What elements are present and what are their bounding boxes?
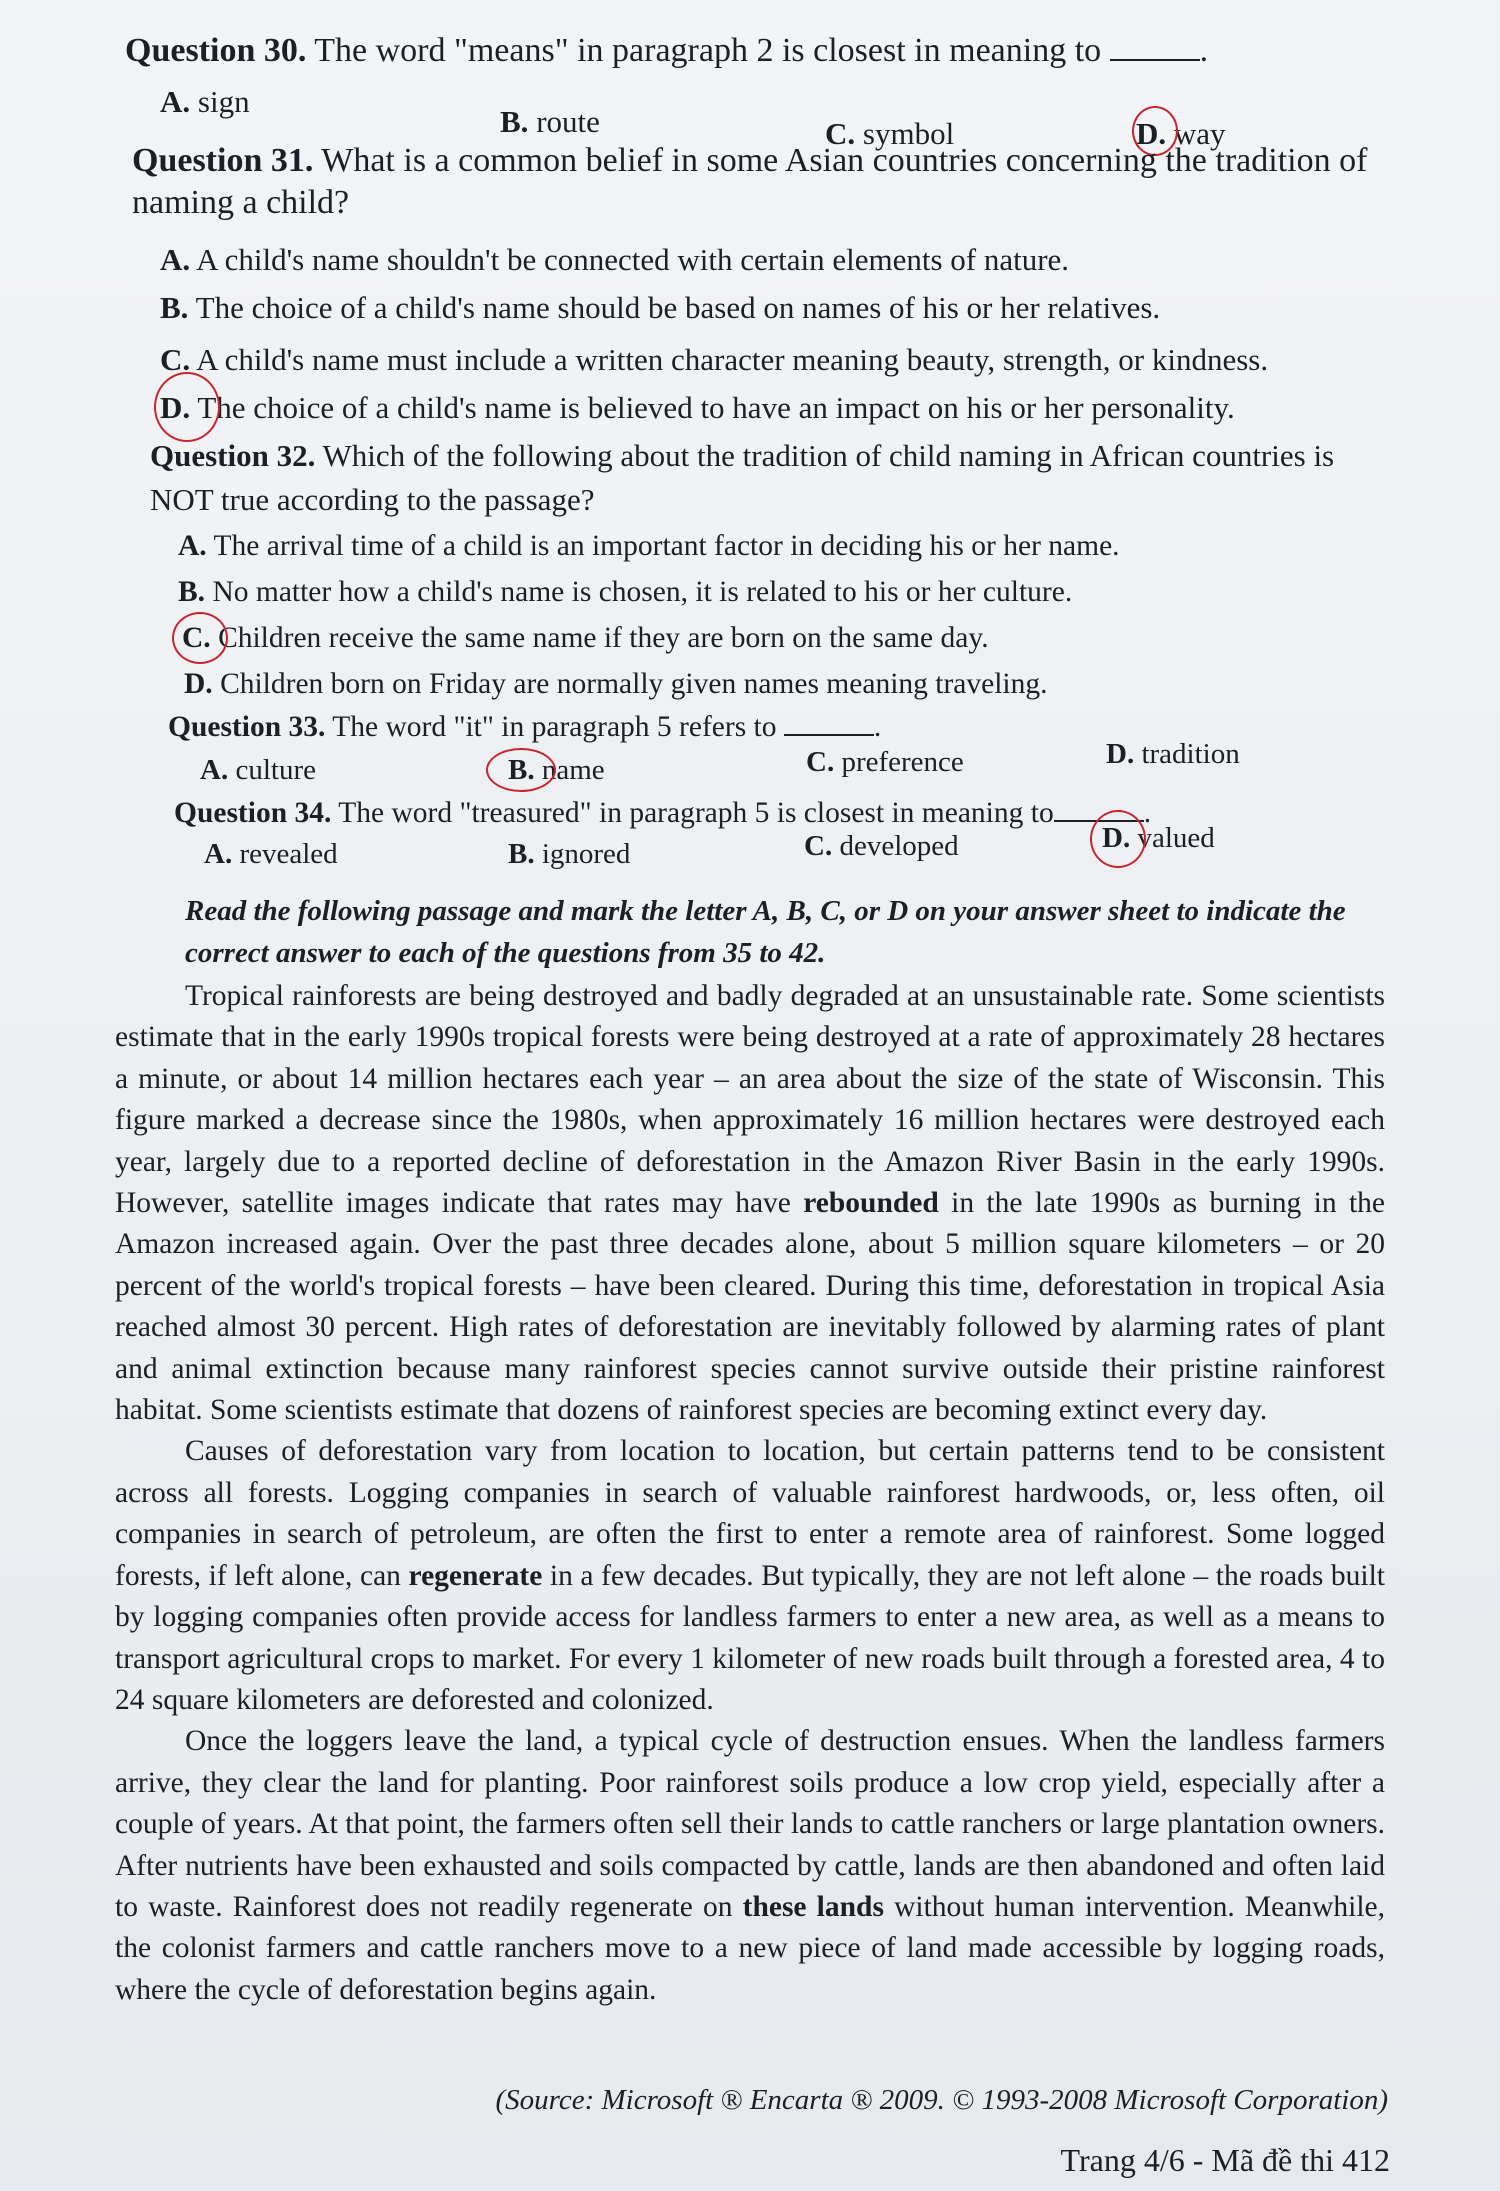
option-34-a[interactable] — [204, 834, 338, 874]
option-letter: A. — [160, 242, 191, 277]
question-label: Question 31. — [132, 142, 314, 179]
paragraph-text: Once the loggers leave the land, a typical cycle of destruction ensues. When the landless farmers arrive, they clear the land for planting. Poor rainforest soils produce a low crop yield, especially after a couple of years. At that point, the farmers often sell their lands to cattle ranchers or large plantation owners. After nutrients have been exhausted and soils compacted by cattle, lands are then abandoned and often laid to waste. Rainforest does not readily regenerate on — [115, 1725, 1385, 1923]
option-letter: C. — [182, 622, 211, 654]
question-end: . — [873, 711, 882, 743]
option-30-b[interactable] — [500, 102, 600, 142]
source-citation: (Source: Microsoft ® Encarta ® 2009. © 1993-2008 Microsoft Corporation) — [495, 2084, 1388, 2116]
question-label: Question 34. — [174, 797, 332, 829]
option-letter: D. — [1106, 738, 1135, 770]
option-text: The arrival time of a child is an important factor in deciding his or her name. — [206, 530, 1120, 562]
option-33-c[interactable] — [806, 742, 964, 782]
bold-word: rebounded — [803, 1187, 939, 1220]
option-text: Children receive the same name if they are born on the same day. — [210, 622, 989, 654]
question-32 — [150, 434, 1400, 522]
option-letter: A. — [178, 530, 207, 562]
option-34-b[interactable] — [508, 834, 630, 874]
question-end: . — [1199, 32, 1209, 69]
question-label: Question 33. — [168, 711, 326, 743]
option-32-c[interactable] — [182, 618, 989, 658]
option-text: A child's name must include a written character meaning beauty, strength, or kindness. — [190, 342, 1269, 377]
question-label: Question 32. — [150, 438, 316, 473]
option-text: Children born on Friday are normally given names meaning traveling. — [212, 668, 1048, 700]
option-letter: B. — [500, 104, 529, 139]
option-letter: A. — [160, 84, 191, 119]
paragraph-2 — [115, 1431, 1385, 1721]
option-31-b[interactable] — [160, 288, 1160, 328]
option-text: way — [1166, 116, 1226, 151]
option-30-a[interactable] — [160, 82, 250, 122]
option-text: symbol — [855, 116, 955, 151]
question-text: Which of the following about the tradition of child naming in African countries is NOT true according to the passage? — [150, 438, 1335, 517]
answer-blank — [1110, 33, 1200, 61]
option-text: valued — [1130, 822, 1215, 854]
option-text: culture — [228, 754, 316, 786]
page-footer: Trang 4/6 - Mã đề thi 412 — [1060, 2142, 1390, 2178]
question-34 — [174, 792, 1151, 834]
option-letter: C. — [825, 116, 856, 151]
option-letter: A. — [204, 838, 233, 870]
question-33 — [168, 706, 881, 748]
answer-circle-32 — [172, 612, 228, 664]
option-letter: C. — [804, 830, 833, 862]
option-text: name — [534, 754, 605, 786]
option-text: tradition — [1134, 738, 1240, 770]
option-letter: C. — [806, 746, 835, 778]
option-letter: B. — [178, 576, 206, 608]
paragraph-text: Causes of deforestation vary from location to location, but certain patterns tend to be consistent across all forests. Logging companies in search of valuable rainforest hardwoods, or, less often, oil companies in search of petroleum, are often the first to enter a remote area of rainforest. Some logged forests, if left alone, can — [115, 1435, 1385, 1592]
answer-circle-33 — [486, 748, 556, 792]
option-text: The choice of a child's name should be based on names of his or her relatives. — [188, 290, 1161, 325]
paragraph-text: without human intervention. Meanwhile, the colonist farmers and cattle ranchers move to a new piece of land made accessible by logging roads, where the cycle of deforestation begins again. — [115, 1890, 1385, 2006]
answer-blank — [784, 708, 874, 736]
paragraph-text: in a few decades. But typically, they are not left alone – the roads built by logging companies often provide access for landless farmers to enter a new area, as well as a means to transport agricultural crops to market. For every 1 kilometer of new roads built through a forested area, 4 to 24 square kilometers are deforested and colonized. — [115, 1559, 1385, 1716]
option-letter: A. — [200, 754, 229, 786]
paragraph-text: Tropical rainforests are being destroyed and badly degraded at an unsustainable rate. Some scientists estimate that in the early 1990s tropical forests were being destroyed at a rate of approximately 28 hectares a minute, or about 14 million hectares each year – an area about the size of the state of Wisconsin. This figure marked a decrease since the 1980s, when approximately 16 million hectares were destroyed each year, largely due to a reported decline of deforestation in the Amazon River Basin in the early 1990s. However, satellite images indicate that rates may have — [115, 980, 1385, 1220]
option-letter: D. — [1136, 116, 1167, 151]
answer-circle-31 — [154, 372, 220, 442]
option-text: revealed — [232, 838, 338, 870]
option-letter: C. — [160, 342, 191, 377]
option-letter: D. — [160, 390, 191, 425]
paragraph-text: in the late 1990s as burning in the Amazon increased again. Over the past three decades alone, about 5 million square kilometers – or 20 percent of the world's tropical forests – have been cleared. During this time, deforestation in tropical Asia reached almost 30 percent. High rates of deforestation are inevitably followed by alarming rates of plant and animal extinction because many rainforest species cannot survive outside their pristine rainforest habitat. Some scientists estimate that dozens of rainforest species are becoming extinct every day. — [115, 1187, 1385, 1427]
answer-circle-34 — [1090, 810, 1146, 868]
question-text: The word "treasured" in paragraph 5 is closest in meaning to — [331, 797, 1054, 829]
option-letter: B. — [508, 754, 535, 786]
reading-instruction: Read the following passage and mark the letter A, B, C, or D on your answer sheet to indicate the correct answer to each of the questions from 35 to 42. — [185, 895, 1346, 969]
bold-word: these lands — [742, 1890, 884, 1923]
option-32-d[interactable] — [184, 664, 1048, 704]
option-text: preference — [834, 746, 964, 778]
option-31-c[interactable] — [160, 340, 1268, 380]
option-letter: B. — [508, 838, 535, 870]
option-text: developed — [832, 830, 959, 862]
option-letter: D. — [1102, 822, 1131, 854]
option-text: ignored — [534, 838, 631, 870]
paragraph-1 — [115, 976, 1385, 1431]
option-34-c[interactable] — [804, 826, 959, 866]
question-30 — [125, 30, 1208, 72]
option-text: route — [528, 104, 600, 139]
option-letter: B. — [160, 290, 189, 325]
question-label: Question 30. — [125, 32, 307, 69]
reading-passage — [115, 976, 1385, 2011]
option-31-a[interactable] — [160, 240, 1069, 280]
option-text: The choice of a child's name is believed to have an impact on his or her personality. — [190, 390, 1235, 425]
paragraph-3 — [115, 1721, 1385, 2011]
option-text: No matter how a child's name is chosen, it is related to his or her culture. — [205, 576, 1073, 608]
question-text: The word "means" in paragraph 2 is closest in meaning to — [306, 32, 1102, 69]
option-letter: D. — [184, 668, 213, 700]
option-32-b[interactable] — [178, 572, 1072, 612]
option-text: A child's name shouldn't be connected with certain elements of nature. — [190, 242, 1070, 277]
option-33-d[interactable] — [1106, 734, 1240, 774]
bold-word: regenerate — [408, 1559, 543, 1592]
option-33-a[interactable] — [200, 750, 316, 790]
question-31 — [132, 140, 1422, 224]
question-end: . — [1143, 797, 1152, 829]
option-31-d[interactable] — [160, 388, 1235, 428]
question-text: What is a common belief in some Asian countries concerning the tradition of naming a child? — [132, 142, 1368, 221]
question-text: The word "it" in paragraph 5 refers to — [325, 711, 777, 743]
option-text: sign — [190, 84, 250, 119]
option-32-a[interactable] — [178, 526, 1120, 566]
